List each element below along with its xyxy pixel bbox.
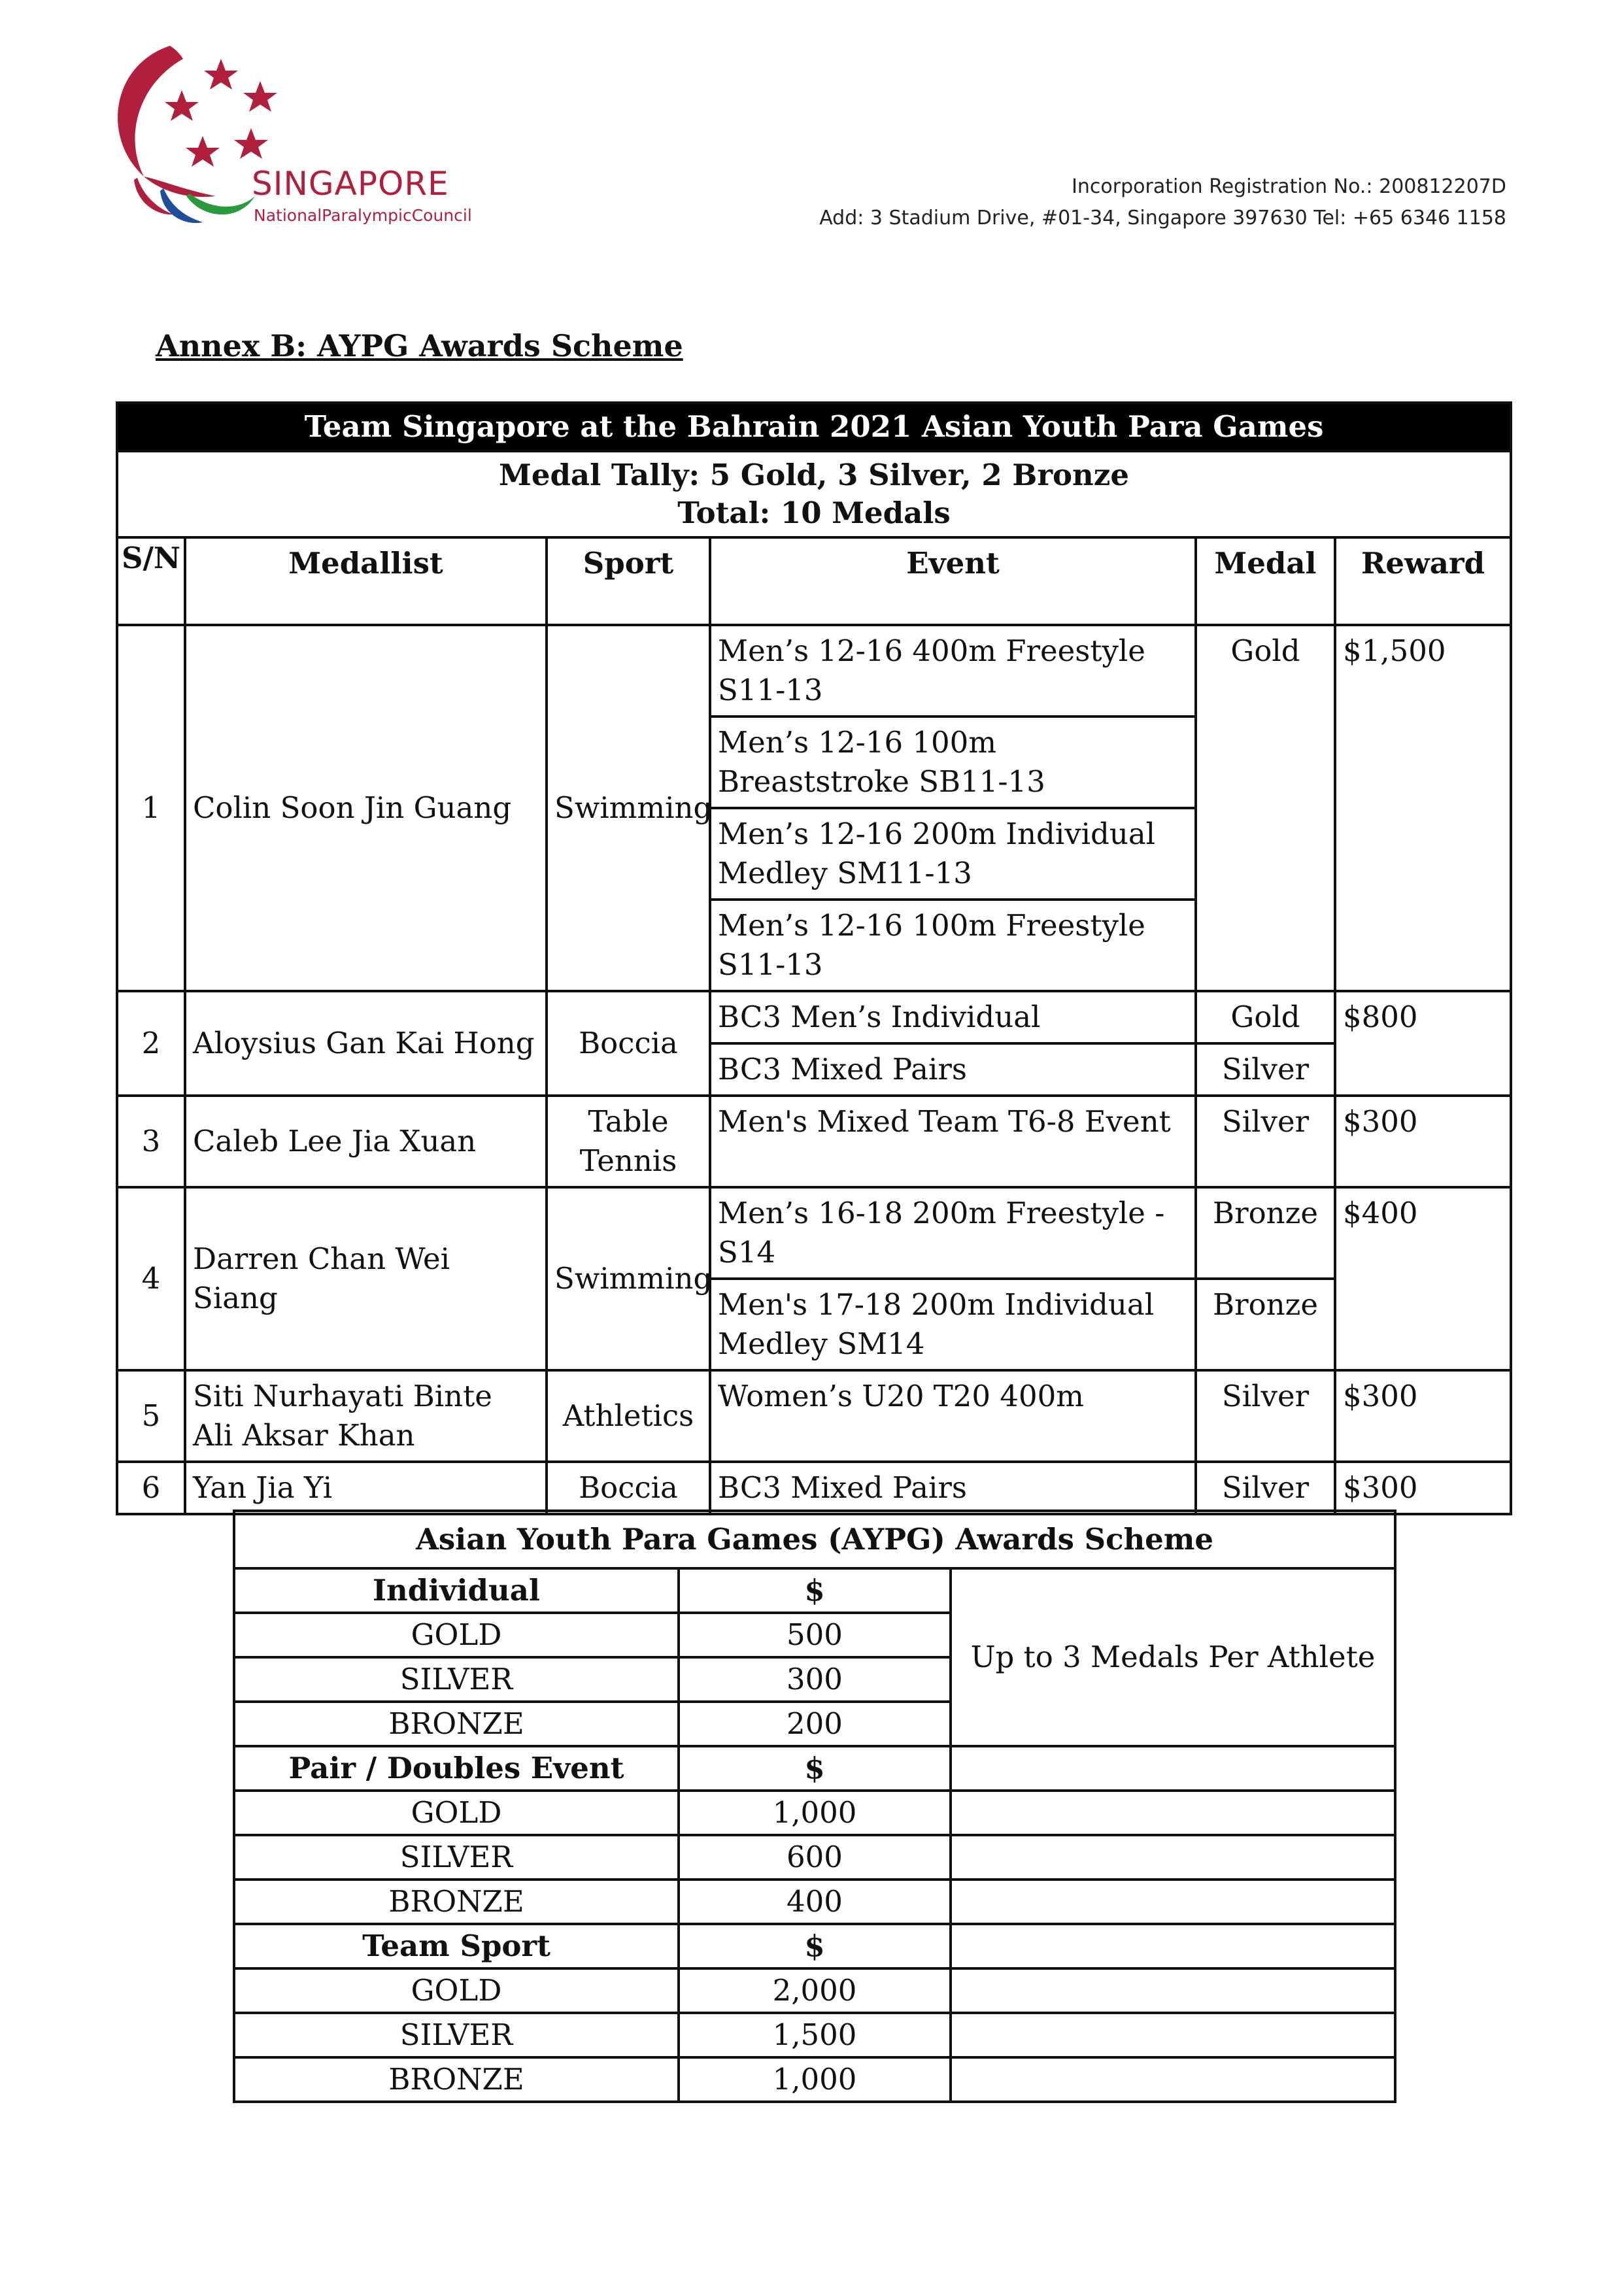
medallist-cell: Darren Chan Wei Siang [185, 1187, 547, 1370]
section-header-row [234, 1746, 1395, 1791]
medal-table [116, 401, 1512, 1515]
award-amount: 1,500 [679, 2013, 951, 2057]
sn-cell: 1 [117, 625, 185, 991]
org-name: SINGAPORE [252, 165, 449, 203]
scheme-title: Asian Youth Para Games (AYPG) Awards Scheme [234, 1511, 1395, 1568]
medal-cell: Bronze [1196, 1279, 1335, 1370]
section-header-row [234, 1924, 1395, 1968]
section-label: Individual [234, 1568, 679, 1613]
col-event: Event [710, 537, 1196, 625]
medal-cell: Silver [1196, 1370, 1335, 1462]
table-row [117, 1096, 1511, 1187]
medal-level: SILVER [234, 2013, 679, 2057]
event-cell: Men’s 12-16 400m Freestyle S11-13 [710, 625, 1196, 717]
section-unit: $ [679, 1924, 951, 1968]
reward-cell: $800 [1335, 991, 1511, 1096]
tally-row [117, 451, 1511, 537]
empty-cell [951, 1968, 1395, 2013]
scheme-note: Up to 3 Medals Per Athlete [951, 1568, 1395, 1746]
col-medal: Medal [1196, 537, 1335, 625]
medallist-cell: Aloysius Gan Kai Hong [185, 991, 547, 1096]
medal-level: SILVER [234, 1657, 679, 1702]
event-cell: Men’s 12-16 100m Freestyle S11-13 [710, 900, 1196, 991]
medallist-cell: Siti Nurhayati Binte Ali Aksar Khan [185, 1370, 547, 1462]
scheme-row [234, 1835, 1395, 1880]
org-subtitle: NationalParalympicCouncil [254, 206, 472, 225]
registration-number: Incorporation Registration No.: 200812207D [1072, 175, 1506, 198]
award-amount: 300 [679, 1657, 951, 1702]
empty-cell [951, 1791, 1395, 1835]
total-line: Total: 10 Medals [677, 496, 951, 530]
reward-cell: $300 [1335, 1370, 1511, 1462]
section-label: Team Sport [234, 1924, 679, 1968]
event-cell: BC3 Mixed Pairs [710, 1462, 1196, 1514]
medal-tally [117, 451, 1511, 537]
table-row [117, 625, 1511, 717]
medallist-cell: Yan Jia Yi [185, 1462, 547, 1514]
medal-level: GOLD [234, 1613, 679, 1657]
reward-cell: $300 [1335, 1462, 1511, 1514]
award-amount: 400 [679, 1880, 951, 1924]
scheme-row [234, 2013, 1395, 2057]
medal-cell: Bronze [1196, 1187, 1335, 1279]
sport-cell: Athletics [547, 1370, 710, 1462]
section-label: Pair / Doubles Event [234, 1746, 679, 1791]
tally-line: Medal Tally: 5 Gold, 3 Silver, 2 Bronze [499, 458, 1129, 492]
section-unit: $ [679, 1746, 951, 1791]
sport-cell: Table Tennis [547, 1096, 710, 1187]
table-row [117, 1462, 1511, 1514]
col-medallist: Medallist [185, 537, 547, 625]
reward-cell: $1,500 [1335, 625, 1511, 991]
sn-cell: 2 [117, 991, 185, 1096]
award-amount: 200 [679, 1702, 951, 1746]
sport-cell: Boccia [547, 1462, 710, 1514]
empty-cell [951, 1835, 1395, 1880]
section-unit: $ [679, 1568, 951, 1613]
event-cell: Men's 17-18 200m Individual Medley SM14 [710, 1279, 1196, 1370]
table-row [117, 1187, 1511, 1279]
award-amount: 1,000 [679, 1791, 951, 1835]
empty-cell [951, 2013, 1395, 2057]
medal-cell: Gold [1196, 625, 1335, 991]
sn-cell: 4 [117, 1187, 185, 1370]
sport-cell: Swimming [547, 1187, 710, 1370]
medal-cell: Gold [1196, 991, 1335, 1043]
medal-level: BRONZE [234, 2057, 679, 2102]
medal-cell: Silver [1196, 1043, 1335, 1096]
event-cell: Women’s U20 T20 400m [710, 1370, 1196, 1462]
medal-level: BRONZE [234, 1880, 679, 1924]
scheme-row [234, 2057, 1395, 2102]
table-banner: Team Singapore at the Bahrain 2021 Asian Youth Para Games [117, 403, 1511, 451]
award-amount: 1,000 [679, 2057, 951, 2102]
empty-cell [951, 2057, 1395, 2102]
medal-level: SILVER [234, 1835, 679, 1880]
empty-cell [951, 1880, 1395, 1924]
medal-level: BRONZE [234, 1702, 679, 1746]
medal-level: GOLD [234, 1968, 679, 2013]
scheme-row [234, 1791, 1395, 1835]
event-cell: BC3 Mixed Pairs [710, 1043, 1196, 1096]
reward-cell: $300 [1335, 1096, 1511, 1187]
medal-cell: Silver [1196, 1462, 1335, 1514]
sn-cell: 5 [117, 1370, 185, 1462]
award-amount: 2,000 [679, 1968, 951, 2013]
sport-cell: Swimming [547, 625, 710, 991]
event-cell: Men’s 16-18 200m Freestyle - S14 [710, 1187, 1196, 1279]
sn-cell: 6 [117, 1462, 185, 1514]
medallist-cell: Caleb Lee Jia Xuan [185, 1096, 547, 1187]
col-reward: Reward [1335, 537, 1511, 625]
event-cell: BC3 Men’s Individual [710, 991, 1196, 1043]
sn-cell: 3 [117, 1096, 185, 1187]
award-amount: 600 [679, 1835, 951, 1880]
col-sport: Sport [547, 537, 710, 625]
event-cell: Men’s 12-16 200m Individual Medley SM11-13 [710, 808, 1196, 900]
medal-cell: Silver [1196, 1096, 1335, 1187]
scheme-row [234, 1968, 1395, 2013]
table-row [117, 991, 1511, 1043]
crescent-mark [118, 46, 183, 177]
banner-row [117, 403, 1511, 451]
address-line: Add: 3 Stadium Drive, #01-34, Singapore 397630 Tel: +65 6346 1158 [819, 207, 1506, 229]
col-sn: S/N [117, 537, 185, 625]
event-cell: Men’s 12-16 100m Breaststroke SB11-13 [710, 717, 1196, 808]
medallist-cell: Colin Soon Jin Guang [185, 625, 547, 991]
table-row [117, 1370, 1511, 1462]
annex-title: Annex B: AYPG Awards Scheme [156, 328, 683, 363]
sport-cell: Boccia [547, 991, 710, 1096]
section-header-row [234, 1568, 1395, 1613]
empty-cell [951, 1924, 1395, 1968]
scheme-title-row [234, 1511, 1395, 1568]
empty-cell [951, 1746, 1395, 1791]
award-amount: 500 [679, 1613, 951, 1657]
event-cell: Men's Mixed Team T6-8 Event [710, 1096, 1196, 1187]
scheme-row [234, 1880, 1395, 1924]
reward-cell: $400 [1335, 1187, 1511, 1370]
stars-icon [165, 59, 277, 167]
medal-level: GOLD [234, 1791, 679, 1835]
header-row [117, 537, 1511, 625]
awards-scheme-table [233, 1510, 1396, 2103]
